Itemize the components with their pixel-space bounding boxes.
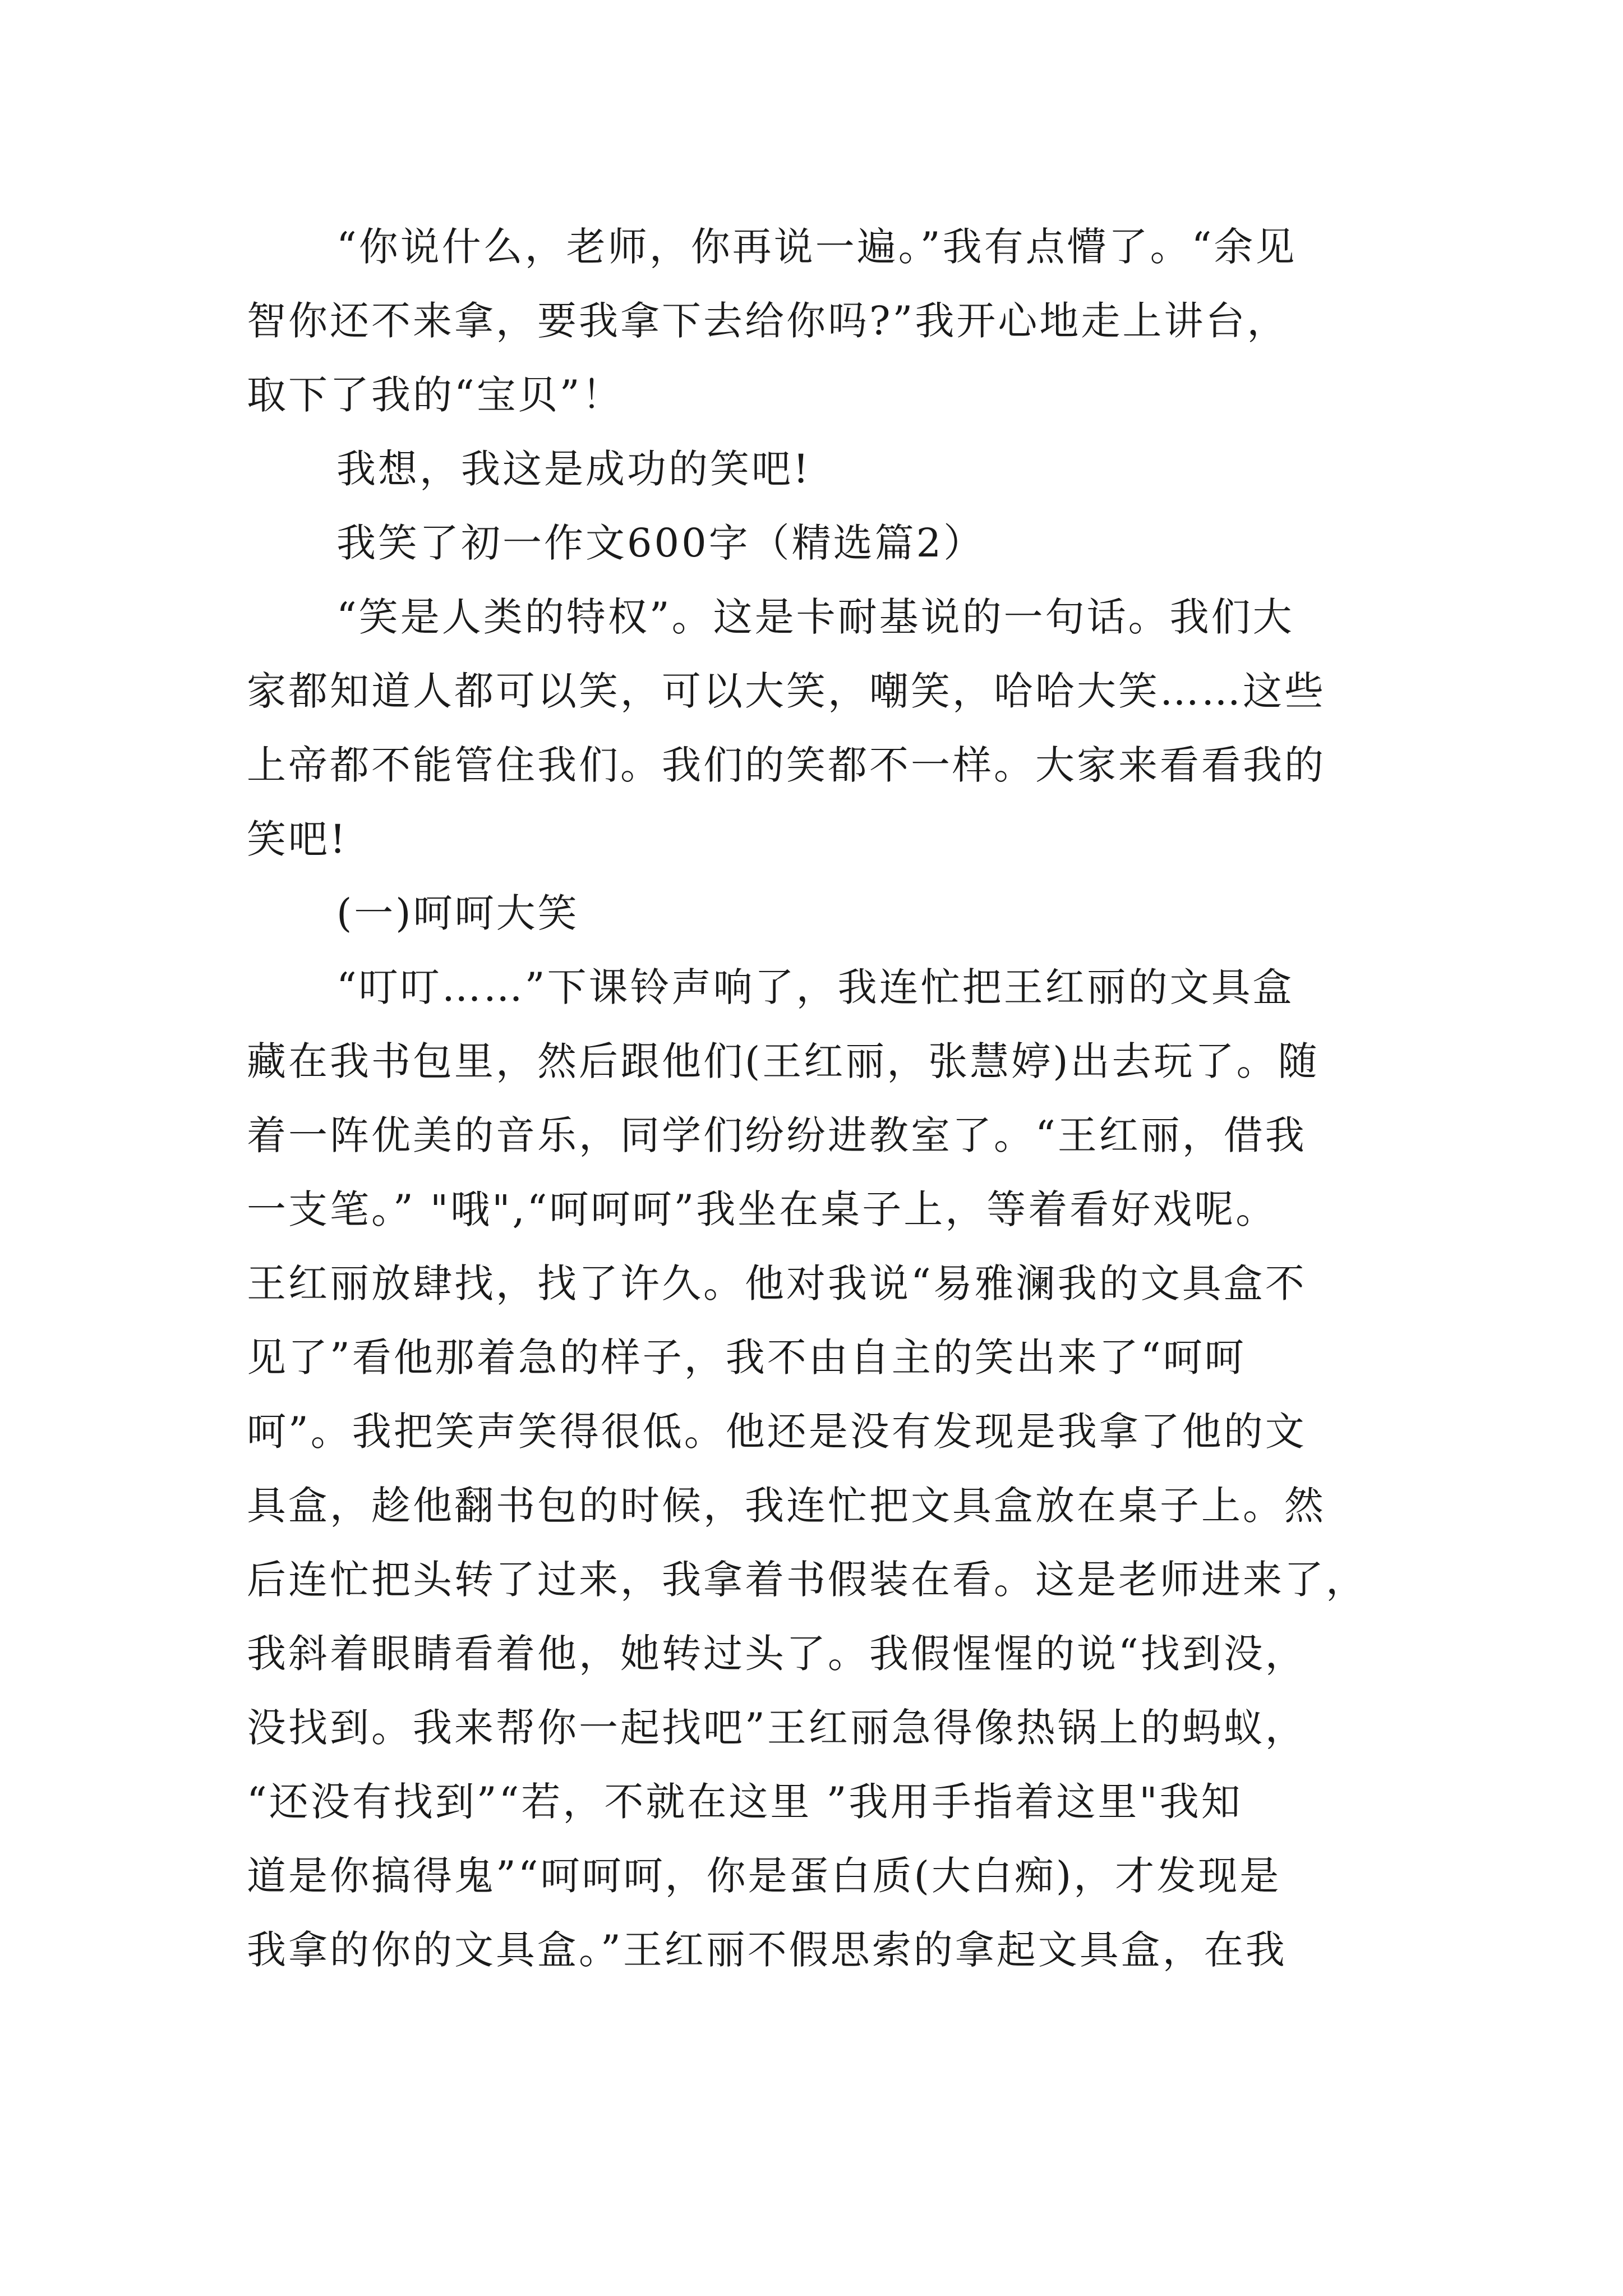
text-line: 呵”。我把笑声笑得很低。他还是没有发现是我拿了他的文 [247, 1409, 1307, 1455]
text-line: 智你还不来拿，要我拿下去给你吗?”我开心地走上讲台， [247, 298, 1289, 344]
section-heading: 我笑了初一作文600字（精选篇2） [336, 520, 985, 566]
text-line: “笑是人类的特权”。这是卡耐基说的一句话。我们大 [336, 594, 1294, 640]
text-line: 家都知道人都可以笑，可以大笑，嘲笑，哈哈大笑……这些 [247, 668, 1326, 714]
text-line: 着一阵优美的音乐，同学们纷纷进教室了。“王红丽，借我 [247, 1112, 1307, 1158]
text-line: 笑吧! [247, 816, 348, 862]
text-line: 具盒，趁他翻书包的时候，我连忙把文具盒放在桌子上。然 [247, 1483, 1326, 1529]
text-line: 没找到。我来帮你一起找吧”王红丽急得像热锅上的蚂蚁， [247, 1705, 1307, 1751]
text-line: “叮叮……”下课铃声响了，我连忙把王红丽的文具盒 [336, 964, 1294, 1010]
text-line: 取下了我的“宝贝”！ [247, 372, 624, 418]
text-line: 我想，我这是成功的笑吧! [336, 446, 811, 492]
text-line: “你说什么，老师，你再说一遍。”我有点懵了。“余见 [336, 224, 1297, 270]
text-line: 道是你搞得鬼”“呵呵呵，你是蛋白质(大白痴)，才发现是 [247, 1853, 1281, 1899]
text-line: 见了”看他那着急的样子，我不由自主的笑出来了“呵呵 [247, 1335, 1246, 1381]
text-line: 我斜着眼睛看着他，她转过头了。我假惺惺的说“找到没， [247, 1631, 1307, 1677]
text-line: 一支笔。” "哦",“呵呵呵”我坐在桌子上，等着看好戏呢。 [247, 1186, 1278, 1232]
text-line: 后连忙把头转了过来，我拿着书假装在看。这是老师进来了， [247, 1557, 1367, 1603]
text-line: 王红丽放肆找，找了许久。他对我说“易雅澜我的文具盒不 [247, 1260, 1307, 1306]
text-line: 我拿的你的文具盒。”王红丽不假思索的拿起文具盒，在我 [247, 1927, 1287, 1973]
text-line: 藏在我书包里，然后跟他们(王红丽，张慧婷)出去玩了。随 [247, 1038, 1320, 1084]
text-line: 上帝都不能管住我们。我们的笑都不一样。大家来看看我的 [247, 742, 1326, 788]
subsection-heading: (一)呵呵大笑 [336, 890, 579, 936]
text-line: “还没有找到”“若，不就在这里 ”我用手指着这里"我知 [247, 1779, 1243, 1825]
